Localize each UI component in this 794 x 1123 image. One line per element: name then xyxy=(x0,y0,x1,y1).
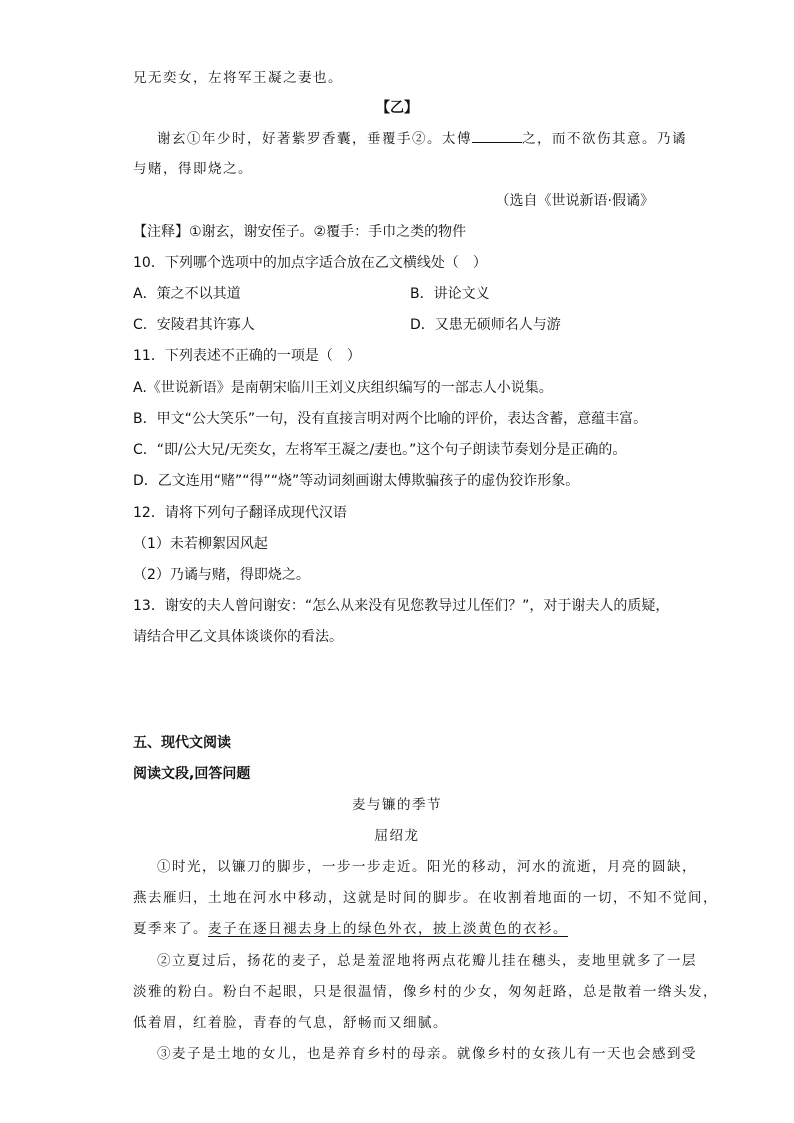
q12-sentence-1: （1）未若柳絮因风起 xyxy=(133,536,268,552)
q10-stem: 10．下列哪个选项中的加点字适合放在乙文横线处（ ） xyxy=(133,255,487,271)
yi-text-after-blank: 之，而不欲伤其意。乃谲 xyxy=(522,131,687,147)
q10-option-a: A．策之不以其道 xyxy=(133,286,241,302)
q13-line-1: 13．谢安的夫人曾问谢安：“怎么从来没有见您教导过儿侄们？”，对于谢夫人的质疑， xyxy=(133,598,670,614)
yi-notes: 【注释】①谢玄，谢安侄子。②覆手：手巾之类的物件 xyxy=(133,224,467,240)
paragraph-2-line-2: 淡雅的粉白。粉白不起眼，只是很温情，像乡村的少女，匆匆赶路，总是散着一绺头发， xyxy=(133,984,718,1000)
paragraph-2-line-1: ②立夏过后，扬花的麦子，总是羞涩地将两点花瓣儿挂在穗头，麦地里就多了一层 xyxy=(157,953,697,969)
q11-option-d: D．乙文连用“赌”“得”“烧”等动词刻画谢太傅欺骗孩子的虚伪狡诈形象。 xyxy=(133,473,580,489)
underlined-sentence: 麦子在逐日褪去身上的绿色外衣，披上淡黄色的衣衫。 xyxy=(208,921,568,937)
paragraph-3-line-1: ③麦子是土地的女儿，也是养育乡村的母亲。就像乡村的女孩儿有一天也会感到受 xyxy=(157,1046,697,1062)
q11-stem: 11．下列表述不正确的一项是（ ） xyxy=(133,348,361,364)
section-heading: 五、现代文阅读 xyxy=(133,735,231,751)
paragraph-1-line-3 xyxy=(133,919,568,939)
q12-stem: 12．请将下列句子翻译成现代汉语 xyxy=(133,505,347,521)
paragraph-1-line-2: 燕去雁归，土地在河水中移动，这就是时间的脚步。在收割着地面的一切，不知不觉间， xyxy=(133,890,718,906)
q10-option-c: C．安陵君其许寡人 xyxy=(133,317,255,333)
q11-option-c: C．“即/公大兄/无奕女，左将军王凝之/妻也。”这个句子朗读节奏划分是正确的。 xyxy=(133,442,627,458)
paragraph-2-line-3: 低着眉，红着脸，青春的气息，舒畅而又细腻。 xyxy=(133,1015,448,1031)
q13-line-2: 请结合甲乙文具体谈谈你的看法。 xyxy=(133,629,343,645)
q11-option-b: B．甲文“公大笑乐”一句，没有直接言明对两个比喻的评价，表达含蓄，意蕴丰富。 xyxy=(133,411,648,427)
paragraph-1-text: 夏季来了。 xyxy=(133,921,208,937)
jia-text-tail: 兄无奕女，左将军王凝之妻也。 xyxy=(133,70,343,86)
q11-option-a: A.《世说新语》是南朝宋临川王刘义庆组织编写的一部志人小说集。 xyxy=(133,380,553,396)
q10-option-b: B．讲论文义 xyxy=(410,286,490,302)
article-title: 麦与镰的季节 xyxy=(352,797,442,813)
answer-blank[interactable] xyxy=(472,128,522,143)
article-author: 屈绍龙 xyxy=(374,828,420,844)
section-subheading: 阅读文段,回答问题 xyxy=(133,766,251,782)
q12-sentence-2: （2）乃谲与赌，得即烧之。 xyxy=(133,567,310,583)
paragraph-1-line-1: ①时光，以镰刀的脚步，一步一步走近。阳光的移动，河水的流逝，月亮的圆缺， xyxy=(157,859,697,875)
yi-text-before-blank: 谢玄①年少时，好著紫罗香囊，垂覆手②。太傅 xyxy=(157,131,472,147)
yi-paragraph-line-2: 与赌，得即烧之。 xyxy=(133,161,253,177)
yi-paragraph-line-1 xyxy=(157,128,687,149)
yi-source: （选自《世说新语·假谲》 xyxy=(495,193,654,209)
yi-heading: 【乙】 xyxy=(376,100,418,116)
q10-option-d: D．又患无硕师名人与游 xyxy=(410,317,561,333)
